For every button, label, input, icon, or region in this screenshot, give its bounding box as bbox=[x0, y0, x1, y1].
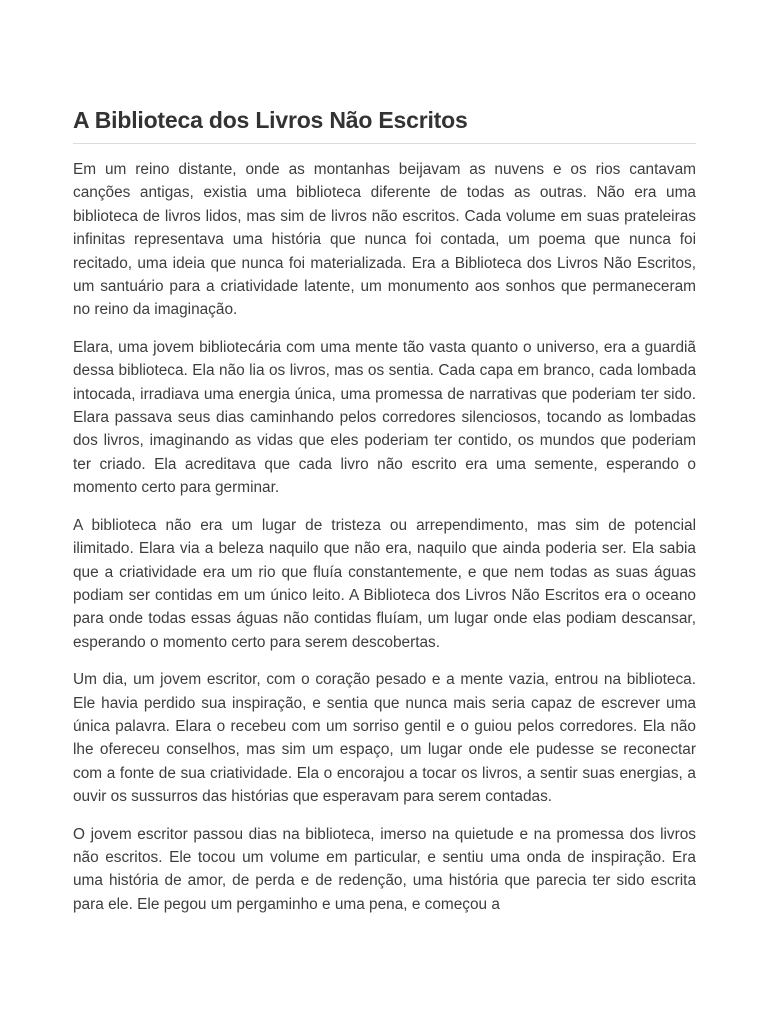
paragraph: Em um reino distante, onde as montanhas beijavam as nuvens e os rios cantavam canções antigas, existia uma biblioteca diferente de todas as outras. Não era uma biblioteca de livros lidos, mas sim de livros não escritos. Cada volume em suas prateleiras infinitas representava uma história que nunca foi contada, um poema que nunca foi recitado, uma ideia que nunca foi materializada. Era a Biblioteca dos Livros Não Escritos, um santuário para a criatividade latente, um monumento aos sonhos que permaneceram no reino da imaginação. bbox=[73, 161, 696, 319]
paragraph: O jovem escritor passou dias na biblioteca, imerso na quietude e na promessa dos livros não escritos. Ele tocou um volume em particular, e sentiu uma onda de inspiração. Era uma história de amor, de perda e de redenção, uma história que parecia ter sido escrita para ele. Ele pegou um pergaminho e uma pena, e começou a bbox=[73, 825, 696, 913]
paragraph: Um dia, um jovem escritor, com o coração pesado e a mente vazia, entrou na biblioteca. Ele havia perdido sua inspiração, e sentia que nunca mais seria capaz de escrever uma única palavra. Elara o recebeu com um sorriso gentil e o guiou pelos corredores. Ela não lhe ofereceu conselhos, mas sim um espaço, um lugar onde ele pudesse se reconectar com a fonte de sua criatividade. Ela o encorajou a tocar os livros, a sentir suas energias, a ouvir os sussurros das histórias que esperavam para serem contadas. bbox=[73, 671, 696, 806]
document-page bbox=[73, 104, 696, 916]
document-title: A Biblioteca dos Livros Não Escritos bbox=[73, 104, 696, 144]
paragraph: Elara, uma jovem bibliotecária com uma mente tão vasta quanto o universo, era a guardiã dessa biblioteca. Ela não lia os livros, mas os sentia. Cada capa em branco, cada lombada intocada, irradiava uma energia única, uma promessa de narrativas que poderiam ter sido. Elara passava seus dias caminhando pelos corredores silenciosos, tocando as lombadas dos livros, imaginando as vidas que eles poderiam ter contido, os mundos que poderiam ter criado. Ela acreditava que cada livro não escrito era uma semente, esperando o momento certo para germinar. bbox=[73, 338, 696, 497]
paragraph: A biblioteca não era um lugar de tristeza ou arrependimento, mas sim de potencial ilimitado. Elara via a beleza naquilo que não era, naquilo que ainda poderia ser. Ela sabia que a criatividade era um rio que fluía constantemente, e que nem todas as suas águas podiam ser contidas em um único leito. A Biblioteca dos Livros Não Escritos era o oceano para onde todas essas águas não contidas fluíam, um lugar onde elas podiam descansar, esperando o momento certo para serem descobertas. bbox=[73, 516, 696, 651]
